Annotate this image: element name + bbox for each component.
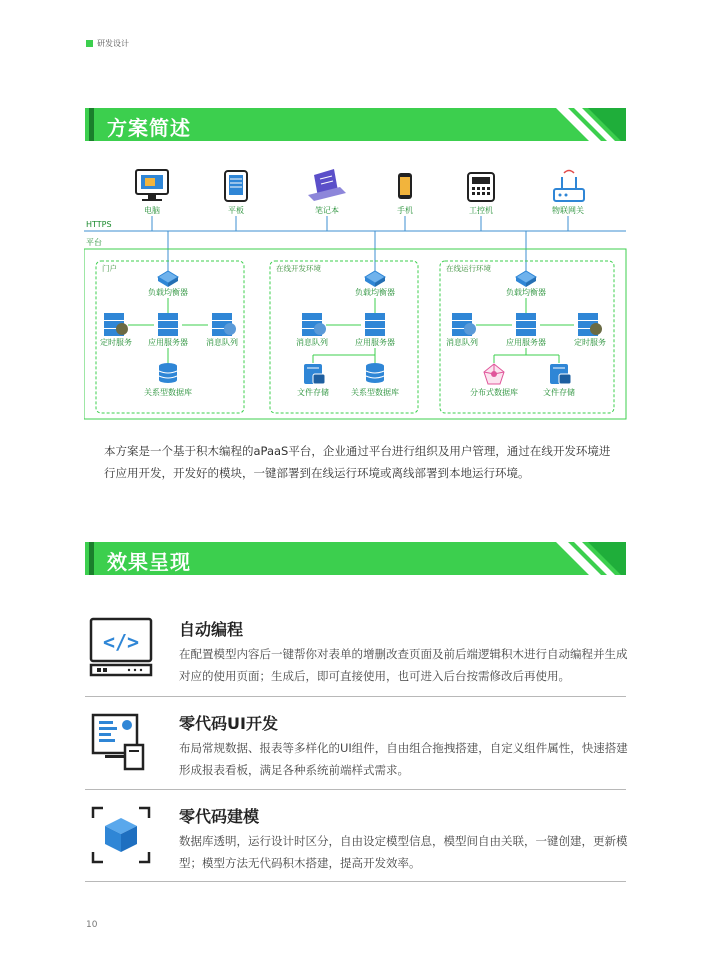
svg-text:文件存储: 文件存储: [543, 388, 575, 397]
divider: [85, 789, 626, 790]
https-label: HTTPS: [86, 220, 112, 229]
file-storage-icon: [550, 364, 571, 384]
load-balancer-icon: [158, 271, 178, 287]
device-label: 平板: [228, 206, 244, 215]
server-icon: [452, 313, 476, 336]
svg-text:关系型数据库: 关系型数据库: [144, 388, 192, 397]
intro-paragraph: 本方案是一个基于积木编程的aPaaS平台，企业通过平台进行组织及用户管理，通过在线开发环境进行应用开发，开发好的模块，一键部署到在线运行环境或离线部署到本地运行环境。: [104, 444, 611, 480]
server-icon: [302, 313, 326, 336]
file-storage-icon: [304, 364, 325, 384]
svg-text:</>: </>: [102, 630, 140, 654]
svg-text:负载均衡器: 负载均衡器: [506, 288, 546, 297]
svg-text:消息队列: 消息队列: [206, 338, 238, 347]
server-icon: [158, 313, 178, 336]
svg-text:关系型数据库: 关系型数据库: [351, 388, 399, 397]
ui-layout-icon: [89, 711, 153, 773]
svg-text:应用服务器: 应用服务器: [506, 338, 546, 347]
device-label: 物联网关: [552, 206, 584, 215]
device-label: 工控机: [469, 206, 493, 215]
svg-text:分布式数据库: 分布式数据库: [470, 388, 518, 397]
load-balancer-icon: [516, 271, 536, 287]
page-header: [86, 38, 129, 49]
svg-text:应用服务器: 应用服务器: [148, 338, 188, 347]
device-label: 电脑: [144, 206, 160, 215]
feature-title: 零代码UI开发: [179, 714, 278, 733]
section-title: 效果呈现: [107, 550, 191, 574]
load-balancer-icon: [365, 271, 385, 287]
divider: [85, 696, 626, 697]
page-number: 10: [86, 920, 98, 930]
svg-text:消息队列: 消息队列: [296, 338, 328, 347]
architecture-diagram: [84, 165, 629, 425]
header-section-label: 研发设计: [97, 39, 129, 48]
feature-title: 自动编程: [179, 620, 244, 639]
platform-label: 平台: [86, 238, 102, 247]
server-icon: [104, 313, 128, 336]
svg-text:定时服务: 定时服务: [100, 338, 132, 347]
header-marker: [86, 40, 93, 47]
section-title: 方案简述: [107, 116, 191, 140]
feature-zero-code-ui: [85, 711, 626, 781]
industrial-pc-icon: [468, 173, 494, 201]
feature-zero-code-modeling: [85, 804, 626, 874]
svg-text:定时服务: 定时服务: [574, 338, 606, 347]
svg-text:负载均衡器: 负载均衡器: [355, 288, 395, 297]
laptop-icon: [308, 169, 346, 201]
feature-title: 零代码建模: [179, 807, 260, 826]
feature-description: 布局常规数据、报表等多样化的UI组件，自由组合拖拽搭建，自定义组件属性，快速搭建形成报表看板，满足各种系统前端样式需求。: [179, 741, 628, 777]
code-monitor-icon: [89, 617, 153, 679]
database-icon: [159, 363, 177, 383]
feature-auto-programming: [85, 617, 626, 687]
server-icon: [578, 313, 602, 336]
group-title-online-run: 在线运行环境: [446, 264, 491, 273]
svg-text:应用服务器: 应用服务器: [355, 338, 395, 347]
svg-text:文件存储: 文件存储: [297, 388, 329, 397]
svg-text:消息队列: 消息队列: [446, 338, 478, 347]
group-title-portal: 门户: [102, 264, 117, 273]
section-banner-results: [85, 542, 626, 575]
phone-icon: [398, 173, 412, 199]
tablet-icon: [225, 171, 247, 201]
feature-description: 数据库透明，运行设计时区分，自由设定模型信息，模型间自由关联，一键创建，更新模型；模型方法无代码积木搭建，提高开发效率。: [179, 834, 628, 870]
divider: [85, 881, 626, 882]
device-label: 笔记本: [315, 206, 339, 215]
feature-description: 在配置模型内容后一键帮你对表单的增删改查页面及前后端逻辑积木进行自动编程并生成对应的使用页面；生成后，即可直接使用，也可进入后台按需修改后再使用。: [179, 647, 628, 683]
server-icon: [365, 313, 385, 336]
svg-text:负载均衡器: 负载均衡器: [148, 288, 188, 297]
banner-stripes: [546, 108, 626, 141]
cube-icon: [89, 804, 153, 866]
banner-stripes: [546, 542, 626, 575]
computer-icon: [136, 170, 168, 201]
server-icon: [516, 313, 536, 336]
iot-gateway-icon: [554, 171, 584, 202]
device-label: 手机: [397, 206, 413, 215]
section-banner-overview: [85, 108, 626, 141]
group-title-online-dev: 在线开发环境: [276, 264, 321, 273]
server-icon: [212, 313, 236, 336]
database-icon: [366, 363, 384, 383]
distributed-db-icon: [484, 364, 504, 384]
